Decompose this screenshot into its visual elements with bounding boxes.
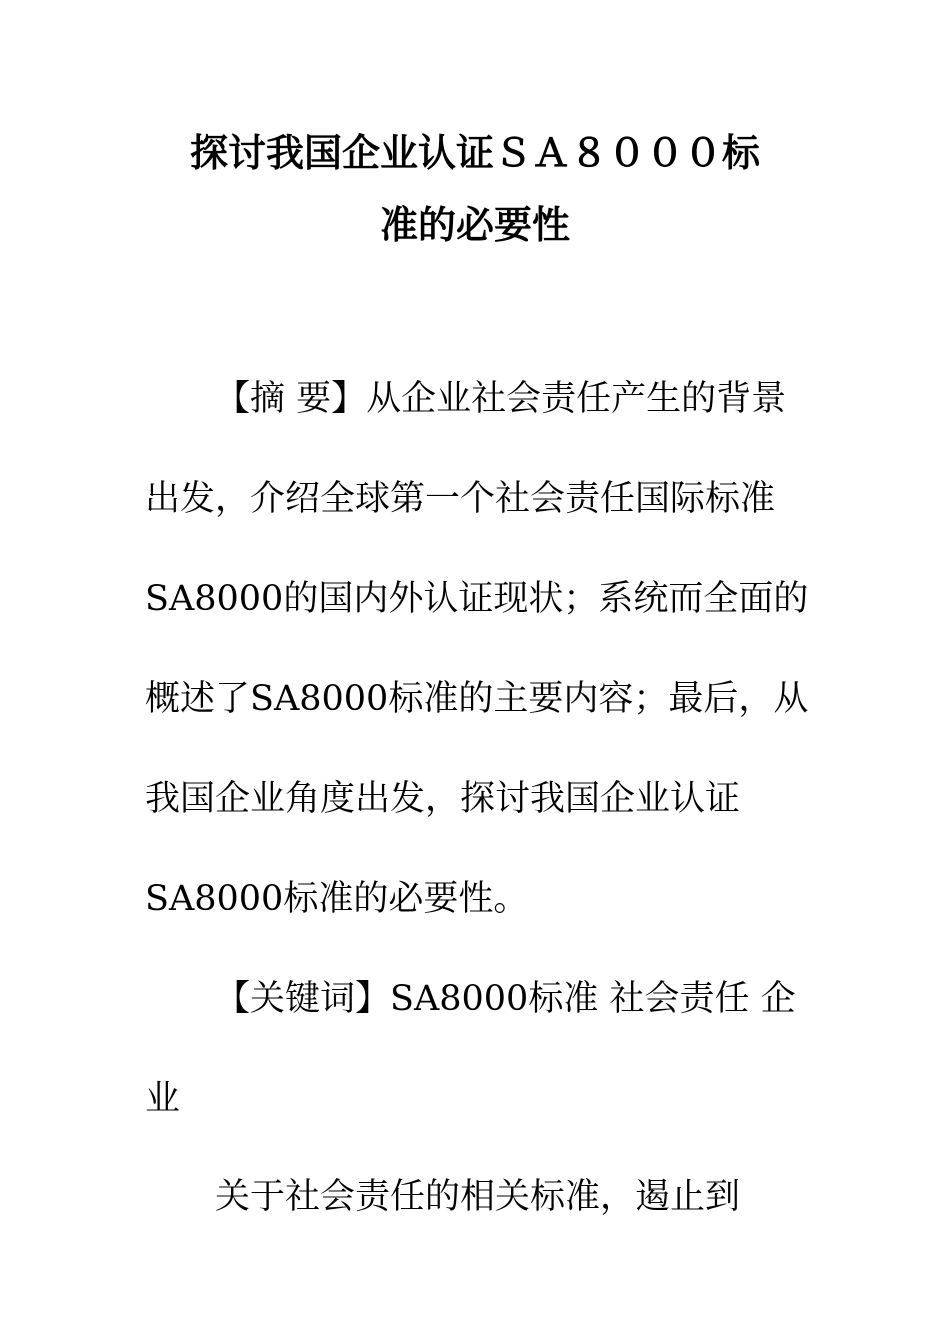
abstract-line-1: 【摘 要】从企业社会责任产生的背景	[215, 379, 787, 419]
abstract-line-4: 概述了SA8000标准的主要内容；最后，从	[145, 679, 809, 719]
document-title-line-2: 准的必要性	[379, 203, 570, 247]
body-line-1: 关于社会责任的相关标准，遏止到	[215, 1177, 741, 1217]
keywords-line-1: 【关键词】SA8000标准 社会责任 企	[215, 979, 796, 1019]
abstract-line-2: 出发，介绍全球第一个社会责任国际标准	[145, 479, 776, 519]
abstract-line-6: SA8000标准的必要性。	[145, 879, 529, 919]
abstract-line-5: 我国企业角度出发，探讨我国企业认证	[145, 779, 741, 819]
abstract-line-3: SA8000的国内外认证现状；系统而全面的	[145, 579, 809, 619]
document-title-line-1: 探讨我国企业认证ＳＡ８０００标	[189, 131, 760, 175]
keywords-line-2: 业	[145, 1079, 181, 1119]
